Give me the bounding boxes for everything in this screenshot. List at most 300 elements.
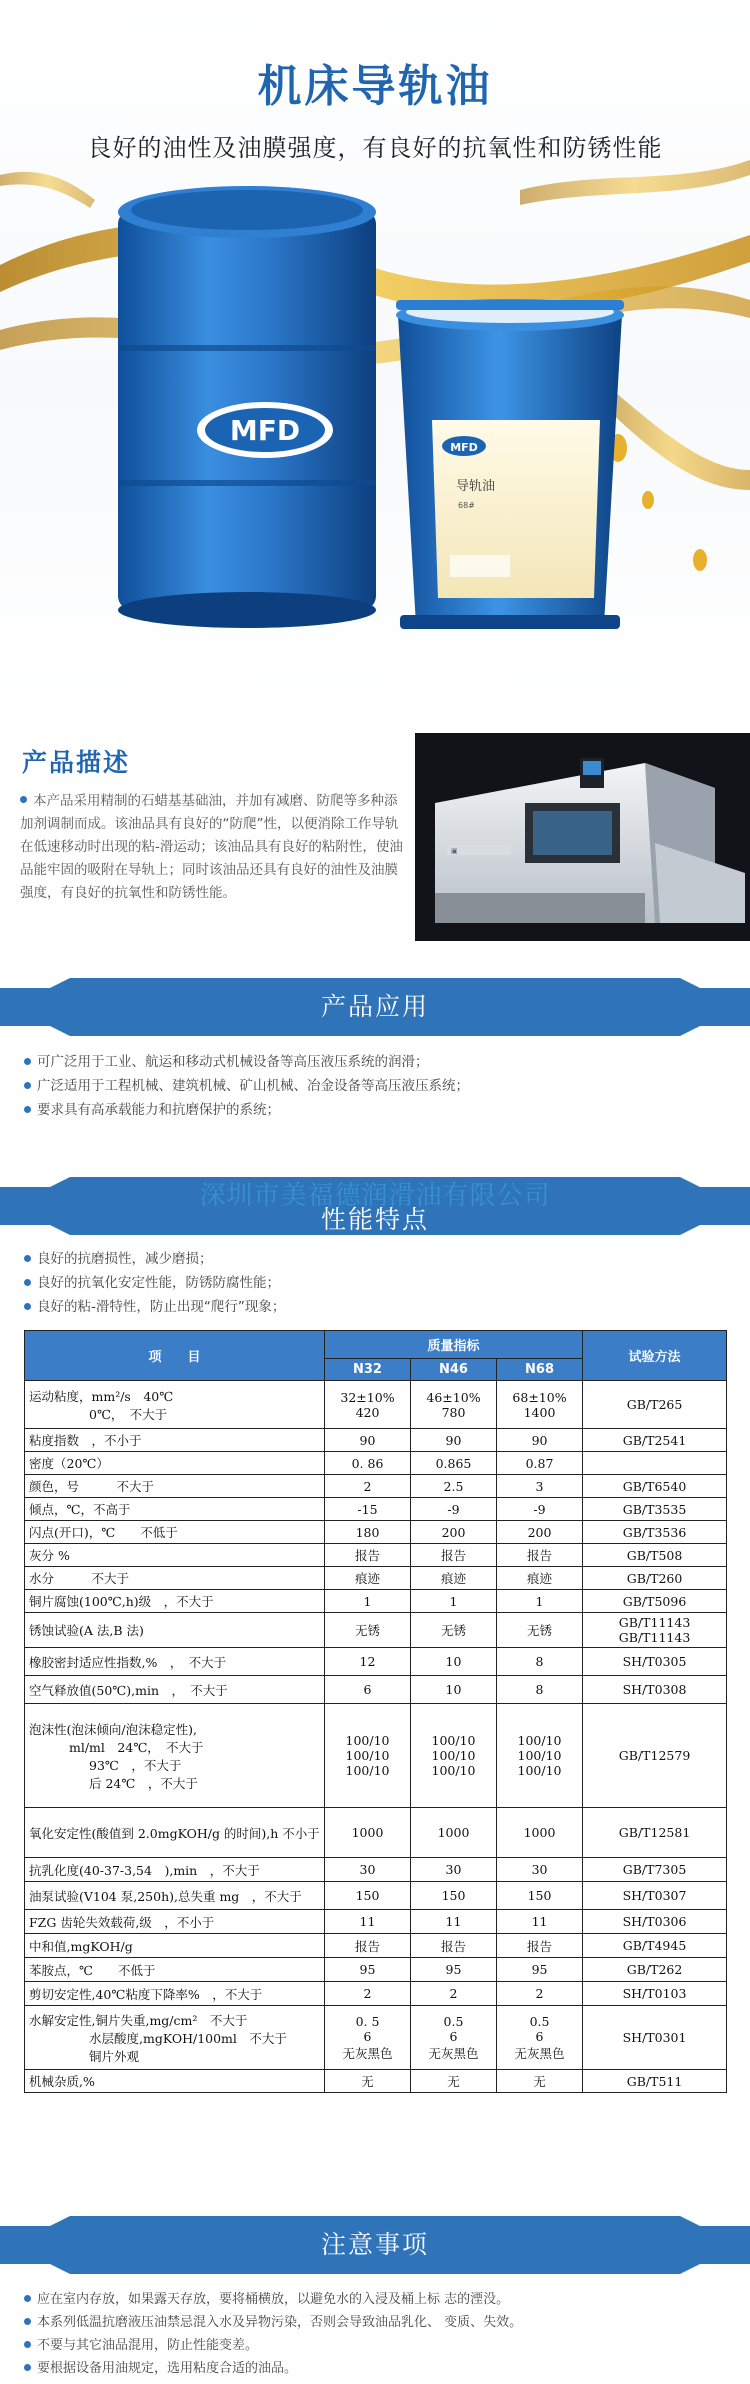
table-cell-text: 1 <box>449 1593 458 1609</box>
table-cell-value <box>411 1452 497 1475</box>
table-row <box>25 1429 727 1452</box>
table-cell-value <box>497 1475 583 1498</box>
table-cell-value <box>411 1429 497 1452</box>
table-cell-text: 铜片腐蚀(100℃,h)级 ，不大于 <box>29 1594 214 1609</box>
table-cell-value <box>411 1381 497 1429</box>
table-cell-text: 6 <box>535 2028 544 2044</box>
table-row <box>25 1982 727 2006</box>
table-cell-text: 1 <box>535 1593 544 1609</box>
table-row <box>25 1858 727 1882</box>
table-cell-text: 2 <box>535 1986 544 2001</box>
table-cell-value <box>411 1676 497 1704</box>
table-cell-text: 报告 <box>440 1938 466 1954</box>
table-cell-method <box>583 2006 727 2070</box>
table-cell-text: 机械杂质,% <box>29 2074 95 2089</box>
table-cell-item <box>25 1704 325 1808</box>
table-cell-text: 锈蚀试验(A 法,B 法) <box>29 1623 144 1638</box>
table-cell-value <box>325 1452 411 1475</box>
hero-subtitle: 良好的油性及油膜强度，有良好的抗氧性和防锈性能 <box>87 134 663 162</box>
table-cell-value <box>325 1613 411 1648</box>
table-cell-item <box>25 1958 325 1982</box>
table-cell-text: 1 <box>363 1593 372 1609</box>
table-cell-text: 1000 <box>523 1825 556 1840</box>
table-cell-value <box>497 1934 583 1958</box>
bullet-dot-icon <box>24 1082 31 1089</box>
table-cell-value <box>325 1910 411 1934</box>
table-cell-method <box>583 1882 727 1910</box>
table-cell-method <box>583 1704 727 1808</box>
bullet-dot-icon <box>20 796 27 803</box>
table-cell-value <box>325 1429 411 1452</box>
table-cell-item <box>25 2006 325 2070</box>
table-row <box>25 1381 727 1429</box>
table-cell-item <box>25 1676 325 1704</box>
table-cell-text: 93℃ ，不大于 <box>89 1757 182 1773</box>
table-cell-text: 150 <box>355 1888 380 1903</box>
table-cell-value <box>325 1858 411 1882</box>
table-cell-value <box>497 1858 583 1882</box>
table-cell-text: 报告 <box>527 1548 553 1563</box>
table-cell-value <box>497 1590 583 1613</box>
table-cell-text: 报告 <box>527 1938 553 1954</box>
table-cell-text: 1000 <box>437 1825 470 1840</box>
table-row <box>25 2070 727 2093</box>
table-cell-text: 2 <box>449 1986 458 2001</box>
table-cell-text: 30 <box>531 1862 548 1877</box>
table-cell-text: 剪切安定性,40℃粘度下降率% ，不大于 <box>29 1986 263 2002</box>
table-cell-text: 油泵试验(V104 泵,250h),总失重 mg ，不大于 <box>29 1888 302 1904</box>
table-cell-method <box>583 1590 727 1613</box>
bullet-dot-icon <box>24 2295 31 2302</box>
table-cell-method <box>583 1982 727 2006</box>
table-cell-item <box>25 1381 325 1429</box>
table-row <box>25 1808 727 1858</box>
table-cell-value <box>411 1613 497 1648</box>
table-cell-method <box>583 1808 727 1858</box>
table-cell-value <box>325 1567 411 1590</box>
table-cell-value <box>497 2006 583 2070</box>
table-cell-value <box>411 2006 497 2070</box>
table-cell-value <box>325 1498 411 1521</box>
table-cell-text: GB/T2541 <box>622 1432 687 1448</box>
application-banner <box>0 978 750 1036</box>
table-cell-value <box>497 1429 583 1452</box>
table-cell-item <box>25 1590 325 1613</box>
table-cell-text: 30 <box>359 1862 376 1877</box>
table-cell-text: 水层酸度,mgKOH/100ml 不大于 <box>89 2030 287 2046</box>
header-item: 项 目 <box>25 1331 325 1381</box>
table-cell-value <box>497 1808 583 1858</box>
notes-banner <box>0 2216 750 2274</box>
table-cell-text: 0. 86 <box>351 1455 384 1471</box>
bullet-dot-icon <box>24 2364 31 2371</box>
table-cell-text: 100/10 <box>345 1763 390 1778</box>
notes-title: 注意事项 <box>320 2230 429 2259</box>
table-cell-text: GB/T508 <box>626 1547 683 1563</box>
hero-section <box>0 0 750 700</box>
table-cell-text: 90 <box>445 1432 462 1448</box>
table-cell-method <box>583 1544 727 1567</box>
table-cell-value <box>325 1934 411 1958</box>
table-cell-method <box>583 1648 727 1676</box>
cnc-machine-image <box>415 733 750 941</box>
table-cell-text: 100/10 <box>345 1748 390 1763</box>
table-cell-text: 倾点，℃，不高于 <box>29 1502 131 1517</box>
table-cell-value <box>325 1882 411 1910</box>
pail-logo: MFD <box>450 441 478 454</box>
table-cell-text: 0. 5 <box>355 2013 380 2029</box>
table-cell-method <box>583 1452 727 1475</box>
table-row <box>25 2006 727 2070</box>
table-cell-text: 空气释放值(50℃),min ， 不大于 <box>29 1682 228 1698</box>
table-cell-text: GB/T262 <box>626 1962 683 1977</box>
table-cell-value <box>497 1567 583 1590</box>
table-cell-text: 2.5 <box>443 1478 464 1494</box>
table-cell-text: 痕迹 <box>354 1571 380 1586</box>
list-item: 不要与其它油品混用，防止性能变差。 <box>24 2334 522 2357</box>
table-cell-text: GB/T12581 <box>618 1825 691 1840</box>
table-cell-item <box>25 1521 325 1544</box>
table-cell-value <box>325 1590 411 1613</box>
spec-table <box>24 1330 727 2093</box>
bullet-dot-icon <box>24 1303 31 1310</box>
table-cell-text: 780 <box>441 1404 466 1420</box>
table-cell-value <box>411 1982 497 2006</box>
table-row <box>25 1521 727 1544</box>
table-cell-text: 1000 <box>351 1825 384 1840</box>
table-cell-text: 12 <box>359 1654 376 1669</box>
bullet-dot-icon <box>24 1279 31 1286</box>
table-cell-text: 密度（20℃） <box>29 1456 109 1471</box>
table-cell-value <box>325 1958 411 1982</box>
table-row <box>25 1882 727 1910</box>
table-cell-text: 11 <box>359 1914 376 1929</box>
table-cell-value <box>325 1704 411 1808</box>
table-cell-item <box>25 1429 325 1452</box>
header-grade: N32 <box>325 1359 411 1381</box>
description-body: 本产品采用精制的石蜡基基础油，并加有减磨、防爬等多种添加剂调制而成。该油品具有良好的“防爬”性，以便消除工作导轨在低速移动时出现的粘-滑运动；该油品具有良好的粘附性，使油品能牢固的吸附在导轨上；同时该油品还具有良好的油性及油膜强度，有良好的抗氧性和防锈性能。 <box>20 793 403 901</box>
header-grade: N68 <box>497 1359 583 1381</box>
table-cell-value <box>325 1648 411 1676</box>
table-cell-text: 0℃， 不大于 <box>89 1406 168 1422</box>
table-cell-text: -9 <box>533 1501 546 1517</box>
table-cell-method <box>583 1934 727 1958</box>
table-cell-text: 2 <box>363 1478 372 1494</box>
table-cell-method <box>583 1910 727 1934</box>
table-cell-item <box>25 1452 325 1475</box>
table-cell-text: 100/10 <box>431 1748 476 1763</box>
table-row <box>25 1934 727 1958</box>
table-cell-text: 30 <box>445 1862 462 1877</box>
table-cell-value <box>497 1521 583 1544</box>
table-cell-text: 无 <box>533 2074 546 2089</box>
table-cell-value <box>411 1498 497 1521</box>
table-cell-text: -15 <box>357 1501 378 1517</box>
table-cell-text: 10 <box>445 1654 462 1669</box>
table-cell-value <box>411 1808 497 1858</box>
list-item: 本系列低温抗磨液压油禁忌混入水及异物污染，否则会导致油品乳化、 变质、失效。 <box>24 2311 522 2334</box>
bullet-dot-icon <box>24 1058 31 1065</box>
table-cell-text: 150 <box>527 1888 552 1903</box>
table-cell-text: 90 <box>359 1432 376 1448</box>
table-cell-method <box>583 1498 727 1521</box>
table-cell-method <box>583 1613 727 1648</box>
bullet-dot-icon <box>24 1255 31 1262</box>
table-cell-value <box>497 1958 583 1982</box>
table-cell-text: ml/ml 24℃， 不大于 <box>69 1739 204 1755</box>
table-row <box>25 1676 727 1704</box>
table-cell-text: 100/10 <box>431 1733 476 1748</box>
table-cell-text: 闪点(开口)，℃ 不低于 <box>29 1525 178 1540</box>
pail-label: 导轨油 <box>456 479 496 494</box>
table-cell-value <box>411 1858 497 1882</box>
table-cell-text: 46±10% <box>426 1389 481 1405</box>
table-cell-method <box>583 2070 727 2093</box>
table-cell-text: 水分 不大于 <box>29 1571 130 1586</box>
table-cell-text: 8 <box>535 1682 544 1697</box>
table-cell-value <box>325 1381 411 1429</box>
table-cell-text: 100/10 <box>517 1748 562 1763</box>
table-cell-text: GB/T7305 <box>622 1862 687 1877</box>
table-cell-item <box>25 1648 325 1676</box>
table-cell-item <box>25 1613 325 1648</box>
table-cell-text: 3 <box>535 1478 544 1494</box>
table-row <box>25 1704 727 1808</box>
table-cell-text: 水解安定性,铜片失重,mg/cm² 不大于 <box>29 2012 248 2028</box>
table-cell-value <box>411 1521 497 1544</box>
table-row <box>25 1452 727 1475</box>
drum-logo: MFD <box>229 414 301 447</box>
list-item: 应在室内存放，如果露天存放，要将桶横放，以避免水的入浸及桶上标 志的湮没。 <box>24 2288 522 2311</box>
table-cell-text: 0.87 <box>525 1455 554 1471</box>
table-cell-text: SH/T0305 <box>622 1654 687 1669</box>
table-cell-method <box>583 1858 727 1882</box>
table-cell-text: 无 <box>447 2074 460 2089</box>
table-cell-method <box>583 1676 727 1704</box>
features-list <box>24 1247 285 1319</box>
table-row <box>25 1498 727 1521</box>
table-cell-text: 无灰黑色 <box>514 2045 565 2061</box>
table-cell-value <box>411 1934 497 1958</box>
table-cell-value <box>325 1676 411 1704</box>
table-cell-text: GB/T4945 <box>622 1938 687 1953</box>
table-cell-text: SH/T0307 <box>622 1888 687 1903</box>
table-cell-item <box>25 1808 325 1858</box>
table-row <box>25 1567 727 1590</box>
table-cell-item <box>25 1882 325 1910</box>
table-cell-text: 报告 <box>440 1548 466 1563</box>
table-cell-item <box>25 1475 325 1498</box>
table-cell-value <box>325 1475 411 1498</box>
table-cell-item <box>25 2070 325 2093</box>
table-cell-value <box>411 1910 497 1934</box>
table-cell-value <box>325 2006 411 2070</box>
table-cell-item <box>25 1982 325 2006</box>
table-cell-text: 150 <box>441 1888 466 1903</box>
table-cell-value <box>411 1882 497 1910</box>
table-cell-text: 无锈 <box>527 1623 553 1638</box>
table-cell-value <box>411 1475 497 1498</box>
table-cell-text: 0.5 <box>443 2013 464 2029</box>
table-cell-value <box>497 1498 583 1521</box>
table-cell-text: -9 <box>447 1501 460 1517</box>
table-cell-text: 95 <box>531 1962 548 1977</box>
table-cell-text: 中和值,mgKOH/g <box>29 1938 133 1954</box>
table-cell-text: 灰分 % <box>29 1548 70 1563</box>
table-cell-item <box>25 1544 325 1567</box>
table-cell-value <box>497 1544 583 1567</box>
table-cell-text: 无灰黑色 <box>428 2045 479 2061</box>
table-cell-text: GB/T265 <box>626 1397 683 1412</box>
table-cell-text: 无锈 <box>440 1623 466 1638</box>
table-cell-text: 颜色，号 不大于 <box>29 1479 155 1494</box>
table-cell-item <box>25 1498 325 1521</box>
table-cell-text: 100/10 <box>517 1733 562 1748</box>
table-cell-text: SH/T0308 <box>622 1682 687 1697</box>
table-cell-text: SH/T0103 <box>622 1986 687 2001</box>
table-cell-text: 0.5 <box>529 2013 550 2029</box>
table-cell-text: 90 <box>531 1432 548 1448</box>
table-cell-text: GB/T11143 <box>618 1630 691 1645</box>
table-cell-value <box>497 1704 583 1808</box>
table-cell-text: 10 <box>445 1682 462 1697</box>
table-cell-text: 100/10 <box>431 1763 476 1778</box>
table-cell-value <box>411 1590 497 1613</box>
table-cell-text: FZG 齿轮失效载荷,级 ，不小于 <box>29 1914 215 1930</box>
table-cell-text: 运动粘度，mm²/s 40℃ <box>29 1388 174 1404</box>
table-cell-method <box>583 1958 727 1982</box>
table-cell-value <box>325 1544 411 1567</box>
table-cell-value <box>325 2070 411 2093</box>
table-cell-text: 32±10% <box>340 1389 395 1405</box>
table-cell-text: 6 <box>363 2028 372 2044</box>
table-cell-text: 粘度指数 ，不小于 <box>29 1433 142 1448</box>
table-cell-text: 无锈 <box>354 1623 380 1638</box>
list-item: 可广泛用于工业、航运和移动式机械设备等高压液压系统的润滑； <box>24 1050 469 1074</box>
table-cell-text: 报告 <box>354 1548 380 1563</box>
table-cell-text: 180 <box>355 1524 380 1540</box>
table-cell-text: GB/T3536 <box>622 1524 687 1540</box>
table-cell-text: 68±10% <box>512 1389 567 1405</box>
table-cell-value <box>497 1982 583 2006</box>
list-item: 良好的粘-滑特性，防止出现“爬行”现象； <box>24 1295 285 1319</box>
table-cell-text: GB/T5096 <box>622 1593 687 1609</box>
table-cell-text: GB/T12579 <box>618 1748 691 1763</box>
header-method: 试验方法 <box>583 1331 727 1381</box>
table-cell-value <box>411 1648 497 1676</box>
bullet-dot-icon <box>24 2318 31 2325</box>
table-cell-text: 痕迹 <box>527 1571 553 1586</box>
table-cell-item <box>25 1858 325 1882</box>
bullet-dot-icon <box>24 1106 31 1113</box>
table-row <box>25 1910 727 1934</box>
header-grade: N46 <box>411 1359 497 1381</box>
description-title: 产品描述 <box>22 748 131 777</box>
table-cell-value <box>411 1567 497 1590</box>
table-cell-method <box>583 1521 727 1544</box>
table-cell-text: GB/T11143 <box>618 1615 691 1630</box>
table-cell-value <box>411 2070 497 2093</box>
table-cell-method <box>583 1567 727 1590</box>
table-cell-method <box>583 1429 727 1452</box>
application-title: 产品应用 <box>320 992 429 1021</box>
table-cell-value <box>497 1381 583 1429</box>
application-list <box>24 1050 469 1122</box>
list-item: 要根据设备用油规定，选用粘度合适的油品。 <box>24 2357 522 2380</box>
table-cell-text: 氧化安定性(酸值到 2.0mgKOH/g 的时间),h 不小于 <box>29 1825 320 1841</box>
table-cell-text: 无 <box>361 2074 374 2089</box>
table-cell-text: GB/T511 <box>626 2073 683 2089</box>
table-cell-text: 95 <box>445 1962 462 1977</box>
hero-title: 机床导轨油 <box>257 61 493 112</box>
table-cell-text: SH/T0301 <box>622 2030 687 2045</box>
table-cell-value <box>411 1958 497 1982</box>
company-watermark: 深圳市美福德润滑油有限公司 <box>199 1181 551 1211</box>
table-cell-text: 铜片外观 <box>89 2048 140 2064</box>
table-cell-value <box>325 1808 411 1858</box>
table-cell-text: 报告 <box>354 1938 380 1954</box>
table-cell-text: 6 <box>363 1682 372 1697</box>
table-row <box>25 1544 727 1567</box>
table-cell-text: 0.865 <box>435 1455 472 1471</box>
table-cell-item <box>25 1567 325 1590</box>
table-cell-text: GB/T260 <box>626 1570 683 1586</box>
notes-list <box>24 2288 522 2380</box>
table-cell-item <box>25 1910 325 1934</box>
table-cell-text: 泡沫性(泡沫倾向/泡沫稳定性), <box>29 1721 197 1737</box>
header-quality: 质量指标 <box>325 1331 583 1359</box>
table-cell-text: GB/T6540 <box>622 1478 687 1494</box>
table-cell-text: 后 24℃ ，不大于 <box>89 1775 198 1791</box>
table-cell-value <box>497 1613 583 1648</box>
table-cell-value <box>325 1521 411 1544</box>
table-cell-text: 200 <box>441 1524 466 1540</box>
table-cell-text: SH/T0306 <box>622 1914 687 1929</box>
table-cell-value <box>497 1910 583 1934</box>
table-cell-method <box>583 1475 727 1498</box>
table-cell-text: 95 <box>359 1962 376 1977</box>
features-title: 性能特点 <box>320 1205 429 1234</box>
list-item: 要求具有高承载能力和抗磨保护的系统； <box>24 1098 469 1122</box>
table-cell-value <box>497 2070 583 2093</box>
table-cell-value <box>497 1676 583 1704</box>
bullet-dot-icon <box>24 2341 31 2348</box>
table-cell-value <box>411 1704 497 1808</box>
table-cell-method <box>583 1381 727 1429</box>
table-cell-text: 抗乳化度(40-37-3,54 ),min ，不大于 <box>29 1862 260 1878</box>
table-cell-value <box>325 1982 411 2006</box>
table-cell-text: 100/10 <box>517 1763 562 1778</box>
list-item: 良好的抗氧化安定性能，防锈防腐性能； <box>24 1271 285 1295</box>
table-cell-text: 100/10 <box>345 1733 390 1748</box>
table-cell-value <box>411 1544 497 1567</box>
table-cell-value <box>497 1452 583 1475</box>
table-cell-text: 420 <box>355 1404 380 1420</box>
machine-brand-mark: ▣ <box>451 847 458 855</box>
table-cell-text: 6 <box>449 2028 458 2044</box>
pail-label-sub: 68# <box>458 501 475 510</box>
list-item: 广泛适用于工程机械、建筑机械、矿山机械、冶金设备等高压液压系统； <box>24 1074 469 1098</box>
table-row <box>25 1613 727 1648</box>
table-row <box>25 1648 727 1676</box>
list-item: 良好的抗磨损性，减少磨损； <box>24 1247 285 1271</box>
description-text <box>20 790 410 905</box>
table-cell-text: 11 <box>531 1914 548 1929</box>
table-cell-text: 11 <box>445 1914 462 1929</box>
table-cell-text: 橡胶密封适应性指数,% ， 不大于 <box>29 1654 227 1670</box>
table-cell-text: 无灰黑色 <box>342 2045 393 2061</box>
table-cell-text: GB/T3535 <box>622 1501 687 1517</box>
